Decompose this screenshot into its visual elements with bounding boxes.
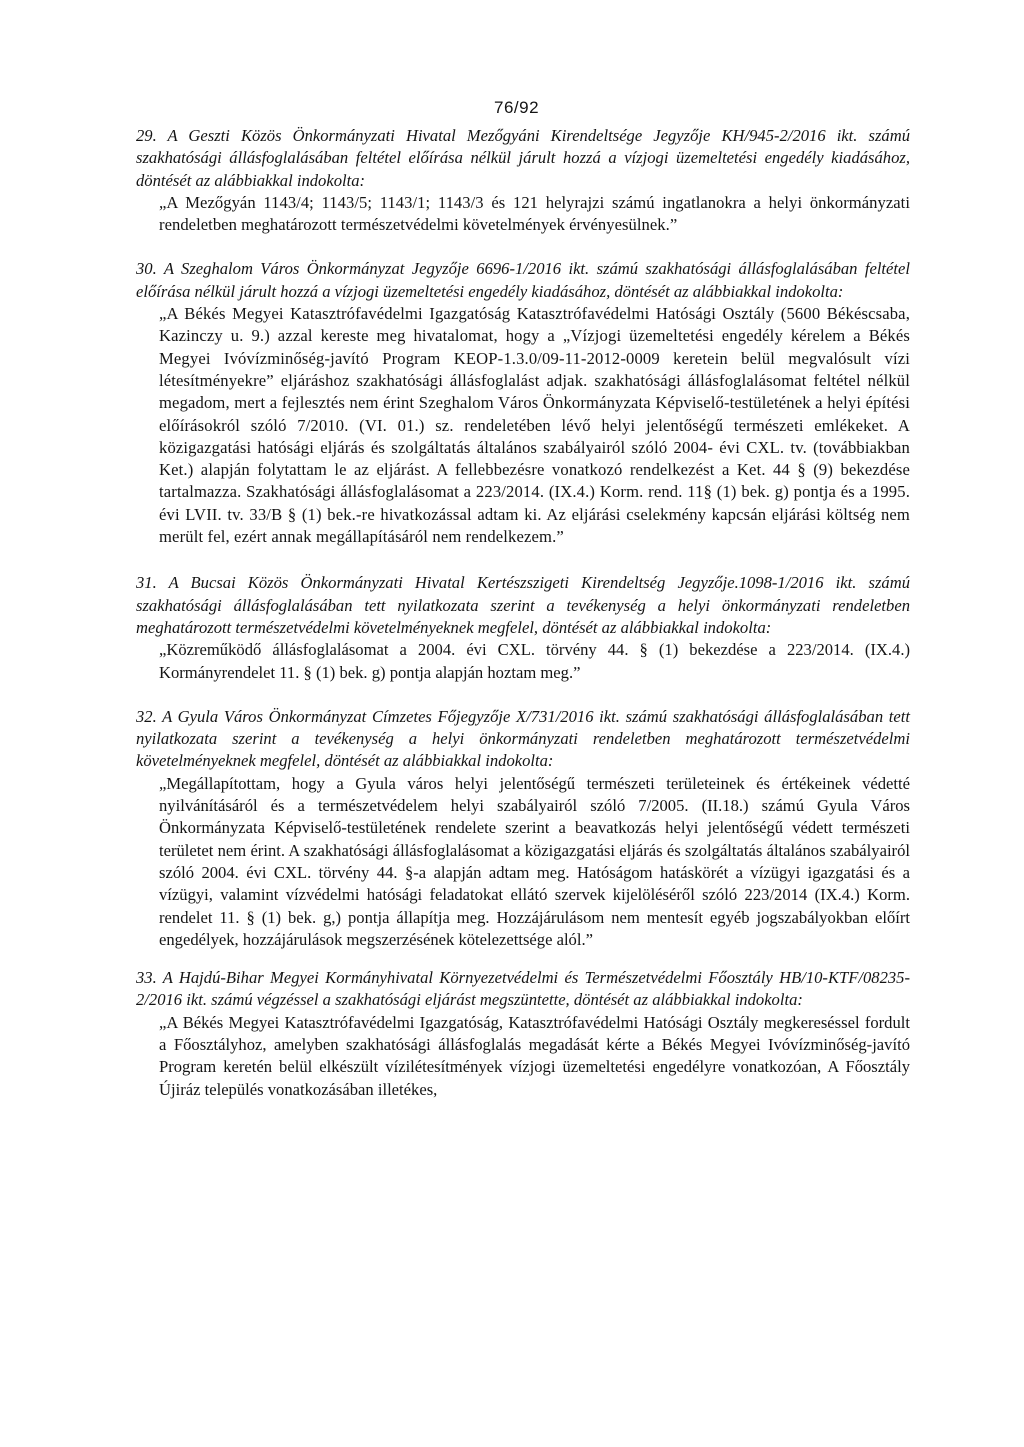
section-heading: 31. A Bucsai Közös Önkormányzati Hivatal Kertészszigeti Kirendeltség Jegyzője.1098-1/2016 ikt. számú szakhatósági állásfoglalásában tett nyilatkozata szerint a tevékenység a helyi önkormányzati rendeletben meghatározott természetvédelmi követelményeknek megfelel, döntését az alábbiakkal indokolta: xyxy=(136,573,910,637)
document-body xyxy=(136,125,910,1101)
section-33 xyxy=(136,967,910,1101)
section-quote: „A Békés Megyei Katasztrófavédelmi Igazgatóság Katasztrófavédelmi Hatósági Osztály (5600 Békéscsaba, Kazinczy u. 9.) azzal kereste meg hivatalomat, hogy a „Vízjogi üzemeltetési engedély kérelem a Békés Megyei Ivóvízminőség-javító Program KEOP-1.3.0/09-11-2012-0009 keretein belül megvalósult vízi létesítményekre” eljáráshoz szakhatósági állásfoglalást adjak. szakhatósági állásfoglalásomat feltétel nélkül megadom, mert a fejlesztés nem érint Szeghalom Város Önkormányzata Képviselő-testületének a helyi építési előírásokról szóló 7/2010. (VI. 01.) sz. rendeletében lévő helyi jelentőségű természeti emlékeket. A közigazgatási hatósági eljárás és szolgáltatás általános szabályairól szóló 2004- évi CXL. tv. (továbbiakban Ket.) alapján folytattam le az eljárást. A fellebbezésre vonatkozó rendelkezést a Ket. 44 § (9) bekezdése tartalmazza. Szakhatósági állásfoglalásomat a 223/2014. (IX.4.) Korm. rend. 11§ (1) bek. g) pontja és a 1995. évi LVII. tv. 33/B § (1) bek.-re hivatkozással adtam ki. Az eljárási cselekmény kapcsán eljárási költség nem merült fel, ezért annak megállapításáról nem rendelkezem.” xyxy=(159,304,910,547)
section-29 xyxy=(136,125,910,236)
section-31 xyxy=(136,572,910,683)
section-quote: „Megállapítottam, hogy a Gyula város helyi jelentőségű természeti területeinek és értékeinek védetté nyilvánításáról és a természetvédelem helyi szabályairól szóló 7/2005. (II.18.) számú Gyula Város Önkormányzata Képviselő-testületének rendelete szerint a beavatkozás helyi jelentőségű védett természeti területet nem érint. A szakhatósági állásfoglalásomat a közigazgatási eljárás és szolgáltatás általános szabályairól szóló 2004. évi CXL. törvény 44. §-a alapján adtam meg. Hatóságom hatáskörét a vízügyi igazgatási és a vízügyi, valamint vízvédelmi hatósági feladatokat ellátó szervek kijelöléséről szóló 223/2014 (IX.4.) Korm. rendelet 11. § (1) bek. g,) pontja állapítja meg. Hozzájárulásom nem mentesít egyéb jogszabályokban előírt engedélyek, hozzájárulások megszerzésének kötelezettsége alól.” xyxy=(159,773,910,949)
section-heading: 33. A Hajdú-Bihar Megyei Kormányhivatal Környezetvédelmi és Természetvédelmi Főosztály HB/10-KTF/08235-2/2016 ikt. számú végzéssel a szakhatósági eljárást megszüntette, döntését az alábbiakkal indokolta: xyxy=(136,968,910,1010)
page-number: 76/92 xyxy=(494,98,540,117)
section-30 xyxy=(136,258,910,548)
section-32 xyxy=(136,706,910,951)
section-heading: 30. A Szeghalom Város Önkormányzat Jegyzője 6696-1/2016 ikt. számú szakhatósági állásfoglalásában feltétel előírása nélkül járult hozzá a vízjogi üzemeltetési engedély kiadásához, döntését az alábbiakkal indokolta: xyxy=(136,259,910,301)
section-heading: 32. A Gyula Város Önkormányzat Címzetes Főjegyzője X/731/2016 ikt. számú szakhatósági állásfoglalásában tett nyilatkozata szerint a tevékenység a helyi önkormányzati rendeletben meghatározott természetvédelmi követelményeknek megfelel, döntését az alábbiakkal indokolta: xyxy=(136,706,910,771)
section-heading: 29. A Geszti Közös Önkormányzati Hivatal Mezőgyáni Kirendeltsége Jegyzője KH/945-2/2016 ikt. számú szakhatósági állásfoglalásában feltétel előírása nélkül járult hozzá a vízjogi üzemeltetési engedély kiadásához, döntését az alábbiakkal indokolta: xyxy=(136,126,910,190)
section-quote: „A Mezőgyán 1143/4; 1143/5; 1143/1; 1143/3 és 121 helyrajzi számú ingatlanokra a helyi önkormányzati rendeletben meghatározott természetvédelmi követelmények érvényesülnek.” xyxy=(159,192,910,235)
section-quote: „Közreműködő állásfoglalásomat a 2004. évi CXL. törvény 44. § (1) bekezdése a 223/2014. (IX.4.) Kormányrendelet 11. § (1) bek. g) pontja alapján hoztam meg.” xyxy=(159,640,910,682)
section-quote: „A Békés Megyei Katasztrófavédelmi Igazgatóság, Katasztrófavédelmi Hatósági Osztály megkereséssel fordult a Főosztályhoz, amelyben szakhatósági állásfoglalás megadását kérte a Békés Megyei Ivóvízminőség-javító Program keretén belül elkészült vízilétesítmények vízjogi üzemeltetési engedélyre vonatkozóan, A Főosztály Újiráz település vonatkozásában illetékes, xyxy=(159,1012,910,1099)
